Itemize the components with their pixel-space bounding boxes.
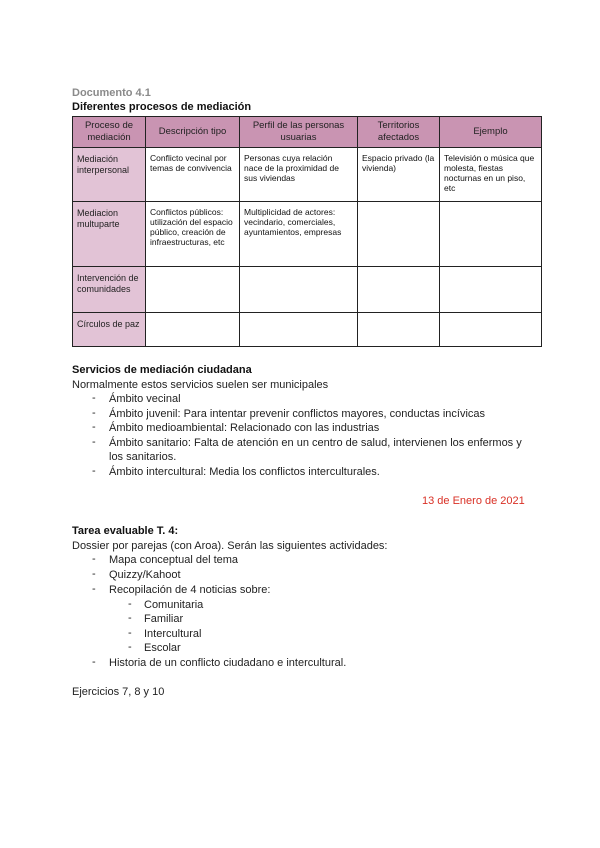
list-item: Mapa conceptual del tema — [109, 554, 239, 566]
bullet-dash: - — [128, 627, 132, 639]
bullet-dash: - — [92, 407, 96, 419]
table-row — [73, 267, 542, 313]
table-cell: Personas cuya relación nace de la proximidad de sus viviendas — [240, 148, 358, 202]
bullet-dash: - — [92, 568, 96, 580]
bullet-dash: - — [92, 421, 96, 433]
sub-list-item: Familiar — [144, 613, 184, 625]
table-cell — [358, 313, 440, 347]
table-cell — [440, 313, 542, 347]
list-item: Ámbito vecinal — [109, 393, 181, 405]
bullet-dash: - — [92, 583, 96, 595]
table-cell: Conflicto vecinal por temas de convivencia — [146, 148, 240, 202]
table-cell — [240, 267, 358, 313]
table-cell — [146, 313, 240, 347]
list-item: Recopilación de 4 noticias sobre: — [109, 584, 271, 596]
document-label: Documento 4.1 — [72, 87, 151, 99]
servicios-title: Servicios de mediación ciudadana — [72, 364, 252, 376]
table-header: Perfil de las personas usuarias — [240, 117, 358, 148]
bullet-dash: - — [128, 641, 132, 653]
table-row — [73, 313, 542, 347]
mediation-table — [72, 116, 542, 347]
bullet-dash: - — [128, 612, 132, 624]
row-header: Mediacion multuparte — [73, 202, 146, 267]
sub-list-item: Escolar — [144, 642, 181, 654]
table-header-row — [73, 117, 542, 148]
row-header: Círculos de paz — [73, 313, 146, 347]
bullet-dash: - — [128, 598, 132, 610]
tarea-title: Tarea evaluable T. 4: — [72, 525, 179, 537]
tarea-intro: Dossier por parejas (con Aroa). Serán las siguientes actividades: — [72, 540, 388, 552]
sub-list-item: Intercultural — [144, 628, 202, 640]
bullet-dash: - — [92, 465, 96, 477]
table-row — [73, 148, 542, 202]
table-cell — [146, 267, 240, 313]
table-cell: Televisión o música que molesta, fiestas nocturnas en un piso, etc — [440, 148, 542, 202]
table-cell: Multiplicidad de actores: vecindario, comerciales, ayuntamientos, empresas — [240, 202, 358, 267]
table-cell: Espacio privado (la vivienda) — [358, 148, 440, 202]
table-header: Descripción tipo — [146, 117, 240, 148]
ejercicios-text: Ejercicios 7, 8 y 10 — [72, 686, 165, 698]
list-item: Historia de un conflicto ciudadano e intercultural. — [109, 657, 347, 669]
bullet-dash: - — [92, 656, 96, 668]
list-item: Ámbito sanitario: Falta de atención en un centro de salud, intervienen los enfermos y — [109, 437, 522, 449]
document-title: Diferentes procesos de mediación — [72, 101, 252, 113]
table-cell — [440, 267, 542, 313]
bullet-dash: - — [92, 392, 96, 404]
row-header: Intervención de comunidades — [73, 267, 146, 313]
bullet-dash: - — [92, 436, 96, 448]
table-header: Proceso de mediación — [73, 117, 146, 148]
list-item: Ámbito juvenil: Para intentar prevenir conflictos mayores, conductas incívicas — [109, 408, 486, 420]
date-text: 13 de Enero de 2021 — [422, 495, 525, 507]
table-header: Territorios afectados — [358, 117, 440, 148]
bullet-dash: - — [92, 553, 96, 565]
row-header: Mediación interpersonal — [73, 148, 146, 202]
table-cell — [440, 202, 542, 267]
list-item-continuation: los sanitarios. — [109, 451, 177, 463]
table-header: Ejemplo — [440, 117, 542, 148]
list-item: Quizzy/Kahoot — [109, 569, 181, 581]
list-item: Ámbito medioambiental: Relacionado con las industrias — [109, 422, 380, 434]
sub-list-item: Comunitaria — [144, 599, 204, 611]
table-cell — [358, 202, 440, 267]
table-cell — [358, 267, 440, 313]
list-item: Ámbito intercultural: Media los conflictos interculturales. — [109, 466, 380, 478]
servicios-intro: Normalmente estos servicios suelen ser municipales — [72, 379, 329, 391]
table-cell: Conflictos públicos: utilización del espacio público, creación de infraestructuras, etc — [146, 202, 240, 267]
table-cell — [240, 313, 358, 347]
table-row — [73, 202, 542, 267]
